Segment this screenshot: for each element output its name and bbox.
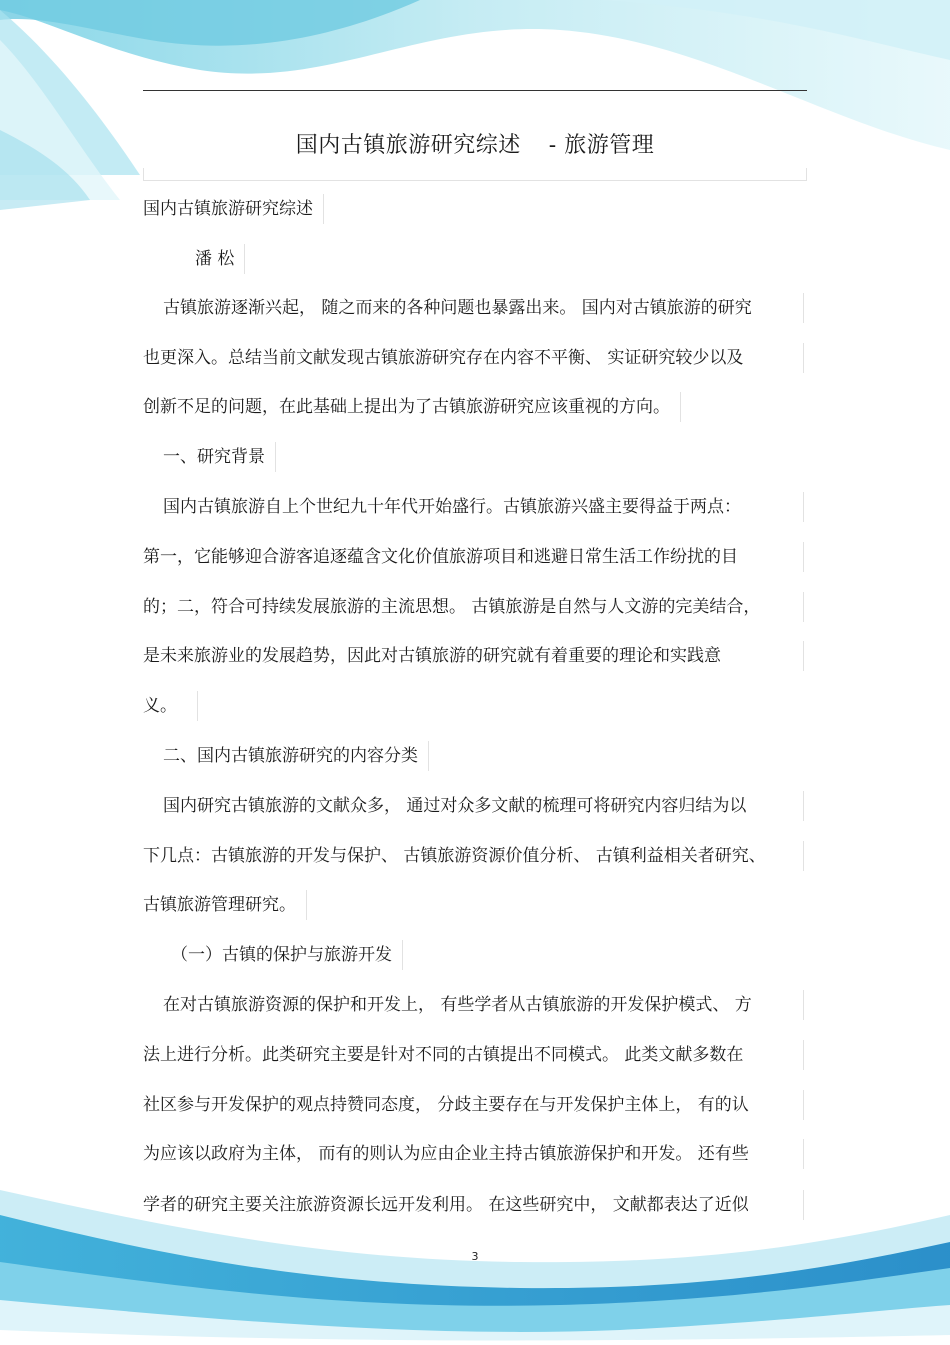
author-line: 潘 松 [143, 244, 245, 274]
paragraph-line: 学者的研究主要关注旅游资源长远开发利用。 在这些研究中， 文献都表达了近似 [143, 1190, 804, 1220]
section-heading: 二、国内古镇旅游研究的内容分类 [143, 741, 429, 771]
paragraph-line: 国内研究古镇旅游的文献众多， 通过对众多文献的梳理可将研究内容归结为以 [143, 791, 804, 821]
page-number: 3 [471, 1250, 479, 1263]
paragraph-line: 为应该以政府为主体， 而有的则认为应由企业主持古镇旅游保护和开发。 还有些 [143, 1139, 804, 1169]
title-suffix: - 旅游管理 [548, 133, 655, 158]
paragraph-line: 社区参与开发保护的观点持赞同态度， 分歧主要存在与开发保护主体上， 有的认 [143, 1090, 804, 1120]
title-main: 国内古镇旅游研究综述 [295, 133, 521, 158]
header-rule [143, 90, 807, 91]
paragraph-line: 在对古镇旅游资源的保护和开发上， 有些学者从古镇旅游的开发保护模式、 方 [143, 990, 804, 1020]
paragraph-line: 古镇旅游逐渐兴起， 随之而来的各种问题也暴露出来。 国内对古镇旅游的研究 [143, 293, 804, 323]
heading-article-title: 国内古镇旅游研究综述 [143, 194, 324, 224]
title-underline-box [143, 168, 807, 181]
paragraph-line: 第一，它能够迎合游客追逐蕴含文化价值旅游项目和逃避日常生活工作纷扰的目 [143, 542, 804, 572]
section-heading: 一、研究背景 [143, 442, 276, 472]
paragraph-line: 法上进行分析。此类研究主要是针对不同的古镇提出不同模式。 此类文献多数在 [143, 1040, 804, 1070]
paragraph-line: 创新不足的问题，在此基础上提出为了古镇旅游研究应该重视的方向。 [143, 392, 681, 422]
paragraph-line: 下几点：古镇旅游的开发与保护、 古镇旅游资源价值分析、 古镇利益相关者研究、 [143, 841, 804, 871]
paragraph-line: 义。 [143, 691, 198, 721]
paragraph-line: 古镇旅游管理研究。 [143, 890, 307, 920]
document-title [143, 128, 807, 164]
paragraph-line: 国内古镇旅游自上个世纪九十年代开始盛行。古镇旅游兴盛主要得益于两点： [143, 492, 804, 522]
subsection-heading: （一）古镇的保护与旅游开发 [143, 940, 403, 970]
paragraph-line: 的；二，符合可持续发展旅游的主流思想。 古镇旅游是自然与人文游的完美结合， [143, 592, 804, 622]
paragraph-line: 也更深入。总结当前文献发现古镇旅游研究存在内容不平衡、 实证研究较少以及 [143, 343, 804, 373]
paragraph-line: 是未来旅游业的发展趋势，因此对古镇旅游的研究就有着重要的理论和实践意 [143, 641, 804, 671]
